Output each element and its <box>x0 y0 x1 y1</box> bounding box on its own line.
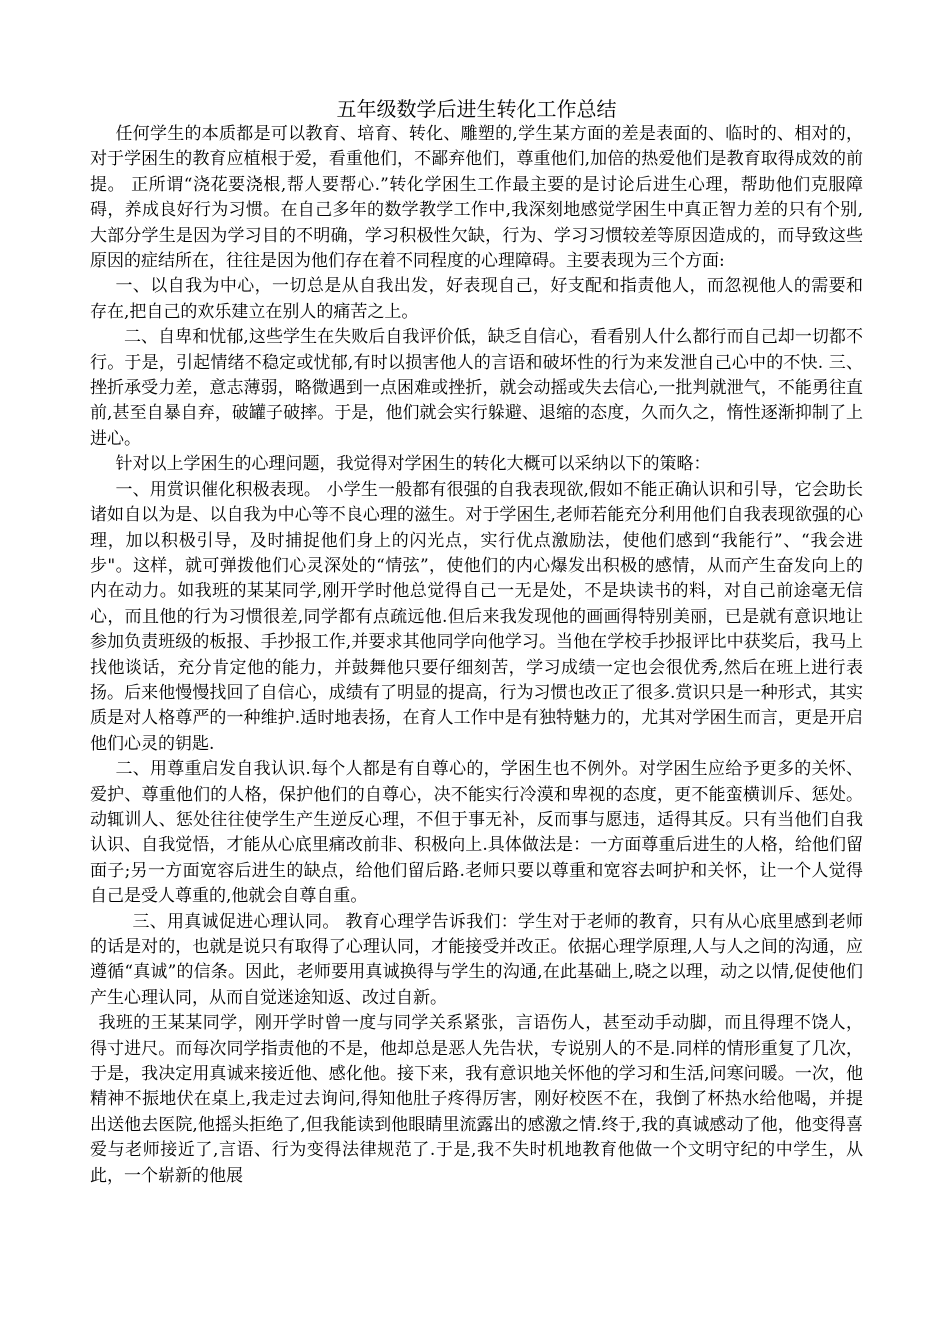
paragraph-strategy-3: 三、用真诚促进心理认同。 教育心理学告诉我们：学生对于老师的教育，只有从心底里感到老师的话是对的，也就是说只有取得了心理认同，才能接受并改正。依据心理学原理,人与人之间的沟通，应遵循“真诚”的信条。因此，老师要用真诚换得与学生的沟通,在此基础上,晓之以理，动之以情,促使他们产生心理认同，从而自觉迷途知返、改过自新。 <box>90 911 863 1008</box>
paragraph-strategy-1: 一、用赏识催化积极表现。 小学生一般都有很强的自我表现欲,假如不能正确认识和引导，它会助长诸如自以为是、以自我为中心等不良心理的滋生。对于学困生,老师若能充分利用他们自我表现欲强的心理，加以积极引导，及时捕捉他们身上的闪光点，实行优点激励法，使他们感到“我能行”、“我会进步"。这样，就可弹拨他们心灵深处的“情弦”，使他们的内心爆发出积极的感情，从而产生奋发向上的内在动力。如我班的某某同学,刚开学时他总觉得自己一无是处，不是块读书的料，对自己前途毫无信心，而且他的行为习惯很差,同学都有点疏远他.但后来我发现他的画画得特别美丽，已是就有意识地让参加负责班级的板报、手抄报工作,并要求其他同学向他学习。当他在学校手抄报评比中获奖后，我马上找他谈话，充分肯定他的能力，并鼓舞他只要仔细刻苦，学习成绩一定也会很优秀,然后在班上进行表扬。后来他慢慢找回了自信心，成绩有了明显的提高，行为习惯也改正了很多.赏识只是一种形式，其实质是对人格尊严的一种维护.适时地表扬，在育人工作中是有独特魅力的，尤其对学困生而言，更是开启他们心灵的钥匙. <box>90 479 863 754</box>
paragraph-intro: 任何学生的本质都是可以教育、培育、转化、雕塑的,学生某方面的差是表面的、临时的、相对的，对于学困生的教育应植根于爱，看重他们，不鄙弃他们，尊重他们,加倍的热爱他们是教育取得成效的前提。 正所谓“浇花要浇根,帮人要帮心.”转化学困生工作最主要的是讨论后进生心理，帮助他们克服障碍，养成良好行为习惯。在自己多年的数学教学工作中,我深刻地感觉学困生中真正智力差的只有个别,大部分学生是因为学习目的不明确，学习积极性欠缺，行为、学习习惯较差等原因造成的，而导致这些原因的症结所在，往往是因为他们存在着不同程度的心理障碍。主要表现为三个方面: <box>90 124 863 272</box>
paragraph-example: 我班的王某某同学，刚开学时曾一度与同学关系紧张，言语伤人，甚至动手动脚，而且得理不饶人，得寸进尺。而每次同学指责他的不是，他却总是恶人先告状，专说别人的不是.同样的情形重复了几次，于是，我决定用真诚来接近他、感化他。接下来，我有意识地关怀他的学习和生活,问寒问暖。一次，他精神不振地伏在桌上,我走过去询问,得知他肚子疼得厉害，刚好校医不在，我倒了杯热水给他喝，并提出送他去医院,他摇头拒绝了,但我能读到他眼睛里流露出的感激之情.终于,我的真诚感动了他，他变得喜爱与老师接近了,言语、行为变得法律规范了.于是,我不失时机地教育他做一个文明守纪的中学生，从此，一个崭新的他展 <box>90 1013 863 1186</box>
paragraph-strategy-2: 二、用尊重启发自我认识.每个人都是有自尊心的，学困生也不例外。对学困生应给予更多的关怀、爱护、尊重他们的人格，保护他们的自尊心，决不能实行冷漠和卑视的态度，更不能蛮横训斥、惩处。动辄训人、惩处往往使学生产生逆反心理，不但于事无补，反而事与愿违，适得其反。只有当他们自我认识、自我觉悟，才能从心底里痛改前非、积极向上.具体做法是：一方面尊重后进生的人格，给他们留面子;另一方面宽容后进生的缺点，给他们留后路.老师只要以尊重和宽容去呵护和关怀，让一个人觉得自己是受人尊重的,他就会自尊自重。 <box>90 759 863 907</box>
paragraph-point-2-3: 二、自卑和忧郁,这些学生在失败后自我评价低，缺乏自信心，看看别人什么都行而自己却一切都不行。于是，引起情绪不稳定或忧郁,有时以损害他人的言语和破坏性的行为来发泄自己心中的不快. 三、挫折承受力差，意志薄弱，略微遇到一点困难或挫折，就会动摇或失去信心,一批判就泄气，不能勇往直前,甚至自暴自弃，破罐子破摔。于是，他们就会实行躲避、退缩的态度，久而久之，惰性逐渐抑制了上进心。 <box>90 327 863 449</box>
document-title: 五年级数学后进生转化工作总结 <box>336 97 617 121</box>
document-page <box>90 96 863 1189</box>
paragraph-point-1: 一、以自我为中心，一切总是从自我出发，好表现自己，好支配和指责他人，而忽视他人的需要和存在,把自己的欢乐建立在别人的痛苦之上。 <box>90 276 863 322</box>
paragraph-strategies-intro: 针对以上学困生的心理问题，我觉得对学困生的转化大概可以采纳以下的策略： <box>115 454 711 475</box>
